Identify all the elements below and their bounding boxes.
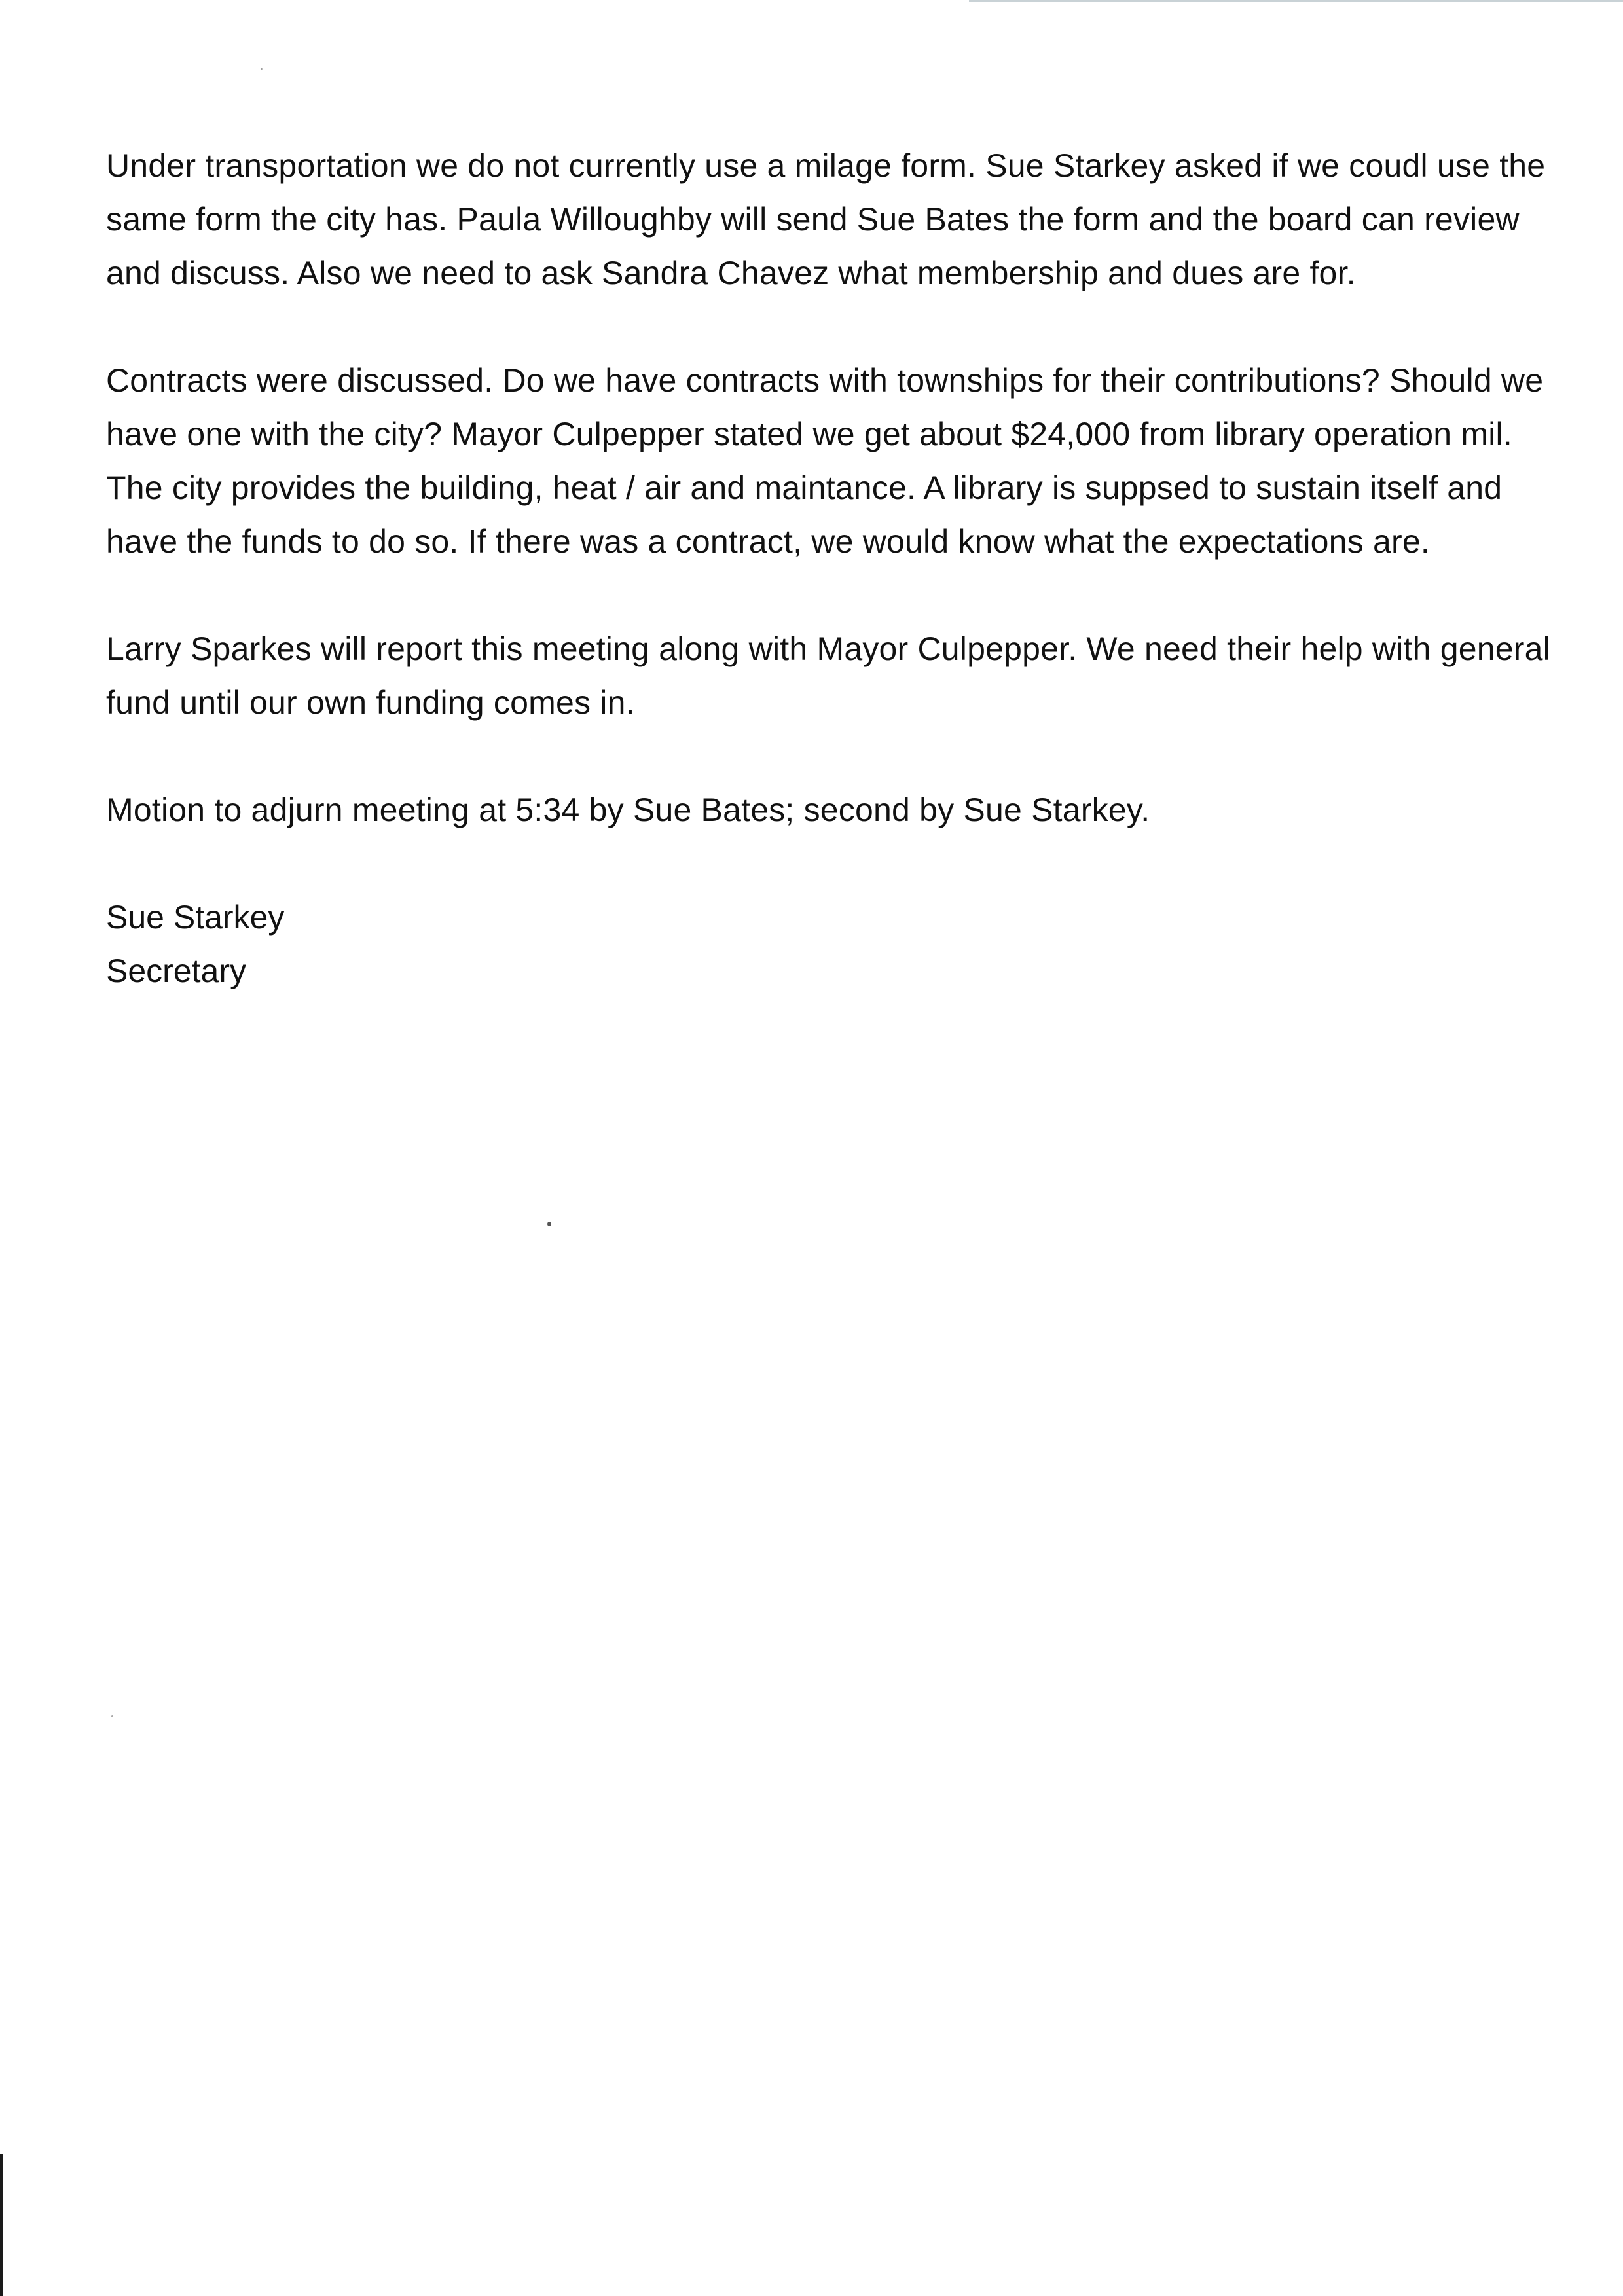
paragraph-contracts: Contracts were discussed. Do we have contracts with townships for their contributions? Should we have one with the city? Mayor Culpepper stated we get about $24,000 from library operation mil. The city provides the building, heat / air and maintance. A library is suppsed to sustain itself and have the funds to do so. If there was a contract, we would know what the expectations are. — [106, 362, 1544, 560]
paragraph-report: Larry Sparkes will report this meeting along with Mayor Culpepper. We need their help with general fund until our own funding comes in. — [106, 630, 1550, 721]
signature-name: Sue Starkey — [106, 899, 285, 936]
scan-edge-top — [969, 0, 1623, 2]
scan-speck — [547, 1222, 551, 1226]
paragraph-motion: Motion to adjurn meeting at 5:34 by Sue Bates; second by Sue Starkey. — [106, 792, 1150, 828]
scan-edge-left — [0, 2154, 3, 2296]
paragraph-transportation: Under transportation we do not currently use a milage form. Sue Starkey asked if we coudl use the same form the city has. Paula Willoughby will send Sue Bates the form and the board can review and discuss. Also we need to ask Sandra Chavez what membership and dues are for. — [106, 147, 1546, 291]
signature-title: Secretary — [106, 953, 246, 989]
signature-block — [106, 890, 1573, 998]
document-body — [106, 139, 1573, 998]
scan-speck — [261, 68, 263, 70]
scan-speck — [111, 1715, 113, 1717]
